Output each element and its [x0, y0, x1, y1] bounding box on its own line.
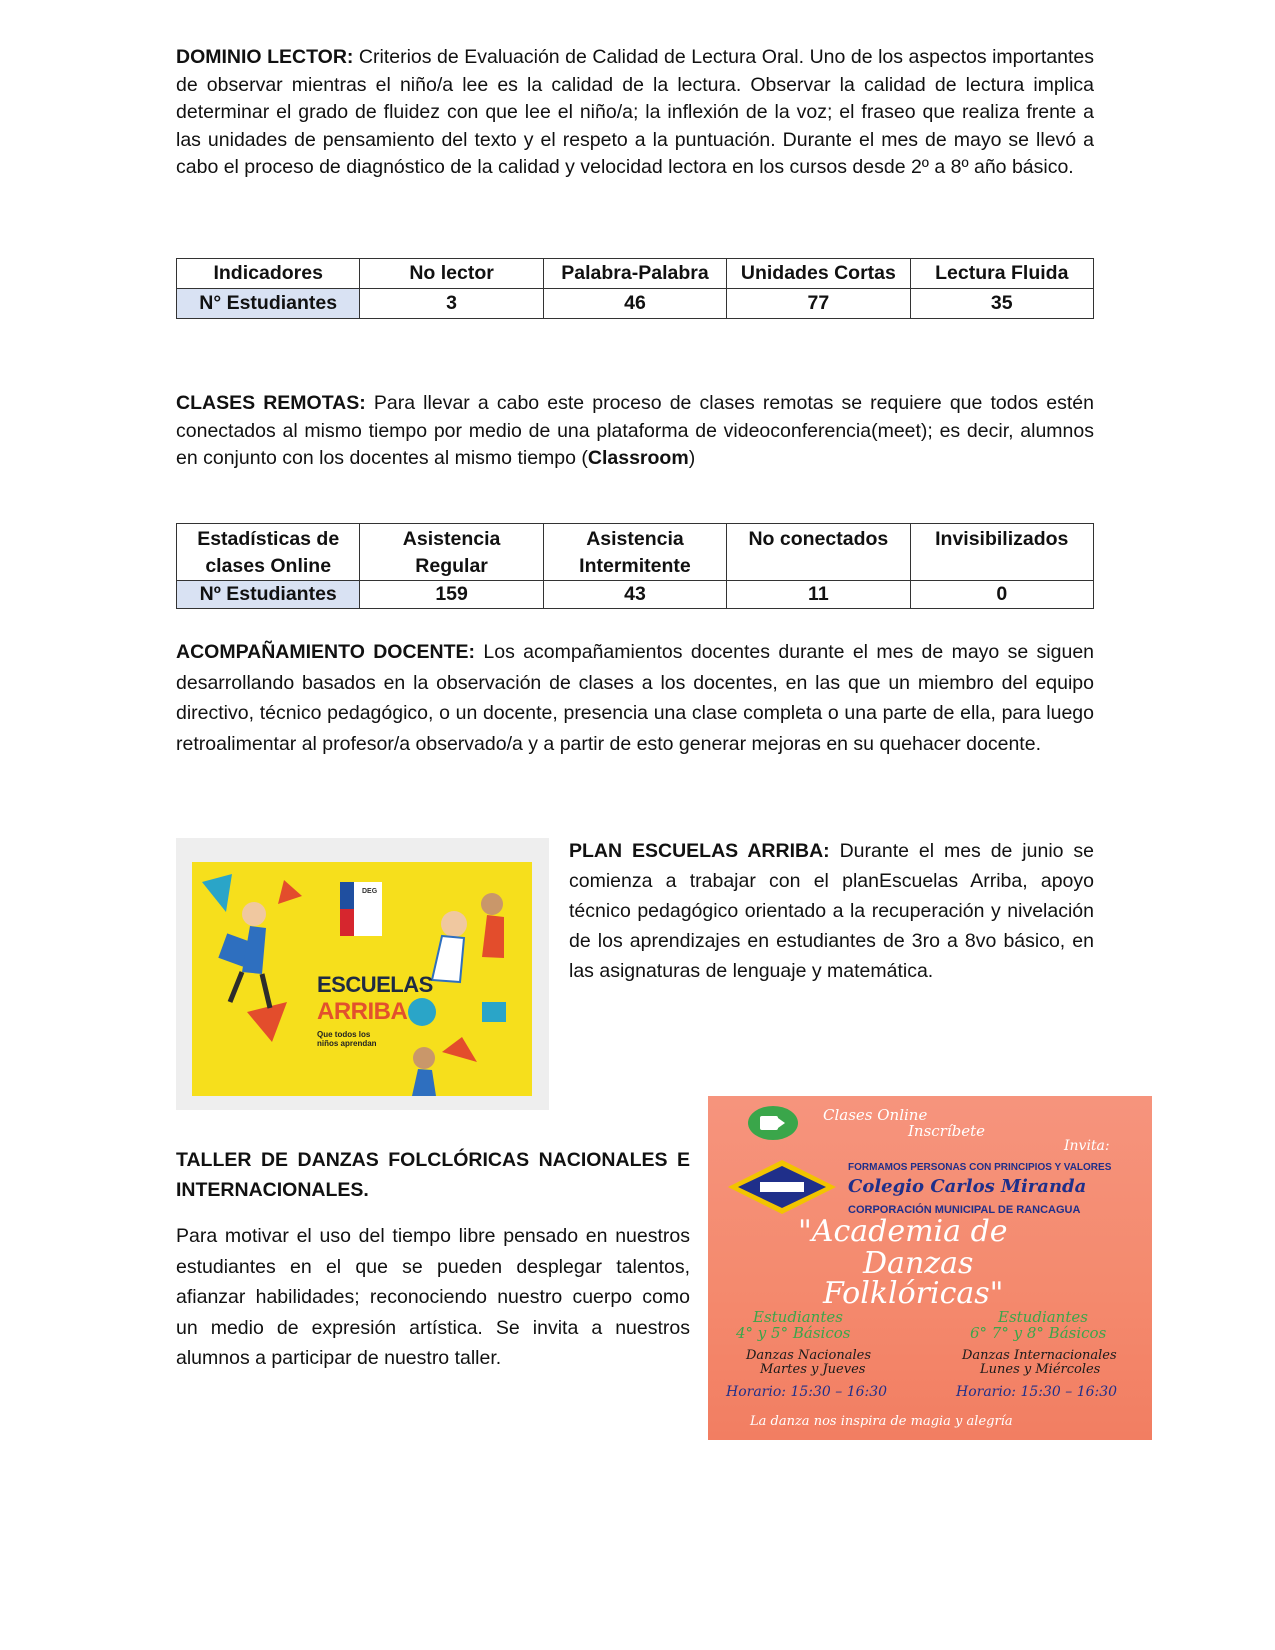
clases-remotas-heading: CLASES REMOTAS: — [176, 392, 366, 414]
flyer-lema: FORMAMOS PERSONAS CON PRINCIPIOS Y VALORES — [848, 1162, 1112, 1173]
table-row-label: Nº Estudiantes — [177, 581, 360, 609]
table-header-cell: Unidades Cortas — [727, 259, 910, 289]
table-cell: 3 — [360, 289, 543, 319]
taller-heading: TALLER DE DANZAS FOLCLÓRICAS NACIONALES E INTERNACIONALES. — [176, 1149, 690, 1201]
taller-heading-paragraph — [176, 1145, 690, 1205]
flyer-right-type: Danzas Internacionales — [962, 1348, 1117, 1363]
table-cell: 43 — [543, 581, 726, 609]
plan-escuelas-body: Durante el mes de junio se comienza a trabajar con el planEscuelas Arriba, apoyo técnico pedagógico orientado a la recuperación y nivelación de los aprendizajes en estudiantes de 3ro a 8vo básico, en las asignaturas de lenguaje y matemática. — [569, 840, 1094, 982]
table-header-row — [177, 259, 1094, 289]
flyer-corporacion: CORPORACIÓN MUNICIPAL DE RANCAGUA — [848, 1204, 1081, 1216]
colegio-shield-logo — [726, 1158, 838, 1216]
flyer-footer: La danza nos inspira de magia y alegría — [750, 1414, 1013, 1429]
table-header-cell: No conectados — [727, 524, 910, 581]
table-header-cell: Estadísticas de clases Online — [177, 524, 360, 581]
flyer-academia-line3: Folklóricas" — [823, 1276, 1004, 1311]
dominio-lector-paragraph — [176, 44, 1094, 182]
flyer-invita: Invita: — [1064, 1138, 1110, 1154]
flyer-left-horario: Horario: 15:30 – 16:30 — [726, 1384, 888, 1400]
clases-remotas-paragraph — [176, 390, 1094, 473]
clases-remotas-tail: ) — [688, 447, 696, 469]
flyer-right-days: Lunes y Miércoles — [980, 1362, 1101, 1377]
flyer-academia-line1: "Academia de — [798, 1214, 1008, 1249]
table-cell: 159 — [360, 581, 543, 609]
table-row-label: N° Estudiantes — [177, 289, 360, 319]
taller-body: Para motivar el uso del tiempo libre pensado en nuestros estudiantes en el que se pueden desplegar talentos, afianzar habilidades; reconociendo nuestro cuerpo como un medio de expresión artística. Se invita a nuestros alumnos a participar de nuestro taller. — [176, 1225, 690, 1369]
online-classes-table — [176, 523, 1094, 609]
table-header-row — [177, 524, 1094, 581]
flyer-left-grades: 4° y 5° Básicos — [736, 1324, 851, 1342]
table-header-cell: Palabra-Palabra — [543, 259, 726, 289]
table-header-cell: Invisibilizados — [910, 524, 1093, 581]
flyer-left-days: Martes y Jueves — [760, 1362, 866, 1377]
acompanamiento-heading: ACOMPAÑAMIENTO DOCENTE: — [176, 641, 476, 663]
danzas-flyer — [708, 1096, 1152, 1440]
banner-title — [317, 972, 433, 1048]
table-header-cell: Lectura Fluida — [910, 259, 1093, 289]
flyer-colegio-name: Colegio Carlos Miranda — [848, 1176, 1087, 1197]
reading-level-table — [176, 258, 1094, 319]
table-row — [177, 289, 1094, 319]
flyer-academia-line2: Danzas — [863, 1246, 974, 1281]
banner-illustration — [192, 862, 532, 1096]
table-cell: 11 — [727, 581, 910, 609]
table-row — [177, 581, 1094, 609]
classroom-word: Classroom — [587, 447, 689, 469]
table-header-cell: Asistencia Intermitente — [543, 524, 726, 581]
escuelas-arriba-banner — [176, 838, 549, 1110]
table-cell: 35 — [910, 289, 1093, 319]
plan-escuelas-heading: PLAN ESCUELAS ARRIBA: — [569, 840, 830, 862]
table-header-cell: Asistencia Regular — [360, 524, 543, 581]
flyer-left-students: Estudiantes — [753, 1308, 843, 1326]
flyer-inscribete: Inscríbete — [908, 1122, 986, 1140]
banner-title-line1: ESCUELAS — [317, 972, 433, 997]
plan-escuelas-paragraph — [569, 836, 1094, 986]
banner-tagline: Que todos los niños aprendan — [317, 1030, 377, 1048]
flyer-right-grades: 6° 7° y 8° Básicos — [970, 1324, 1107, 1342]
dominio-lector-body: Criterios de Evaluación de Calidad de Lectura Oral. Uno de los aspectos importantes de observar mientras el niño/a lee es la calidad de la lectura. Observar la calidad de lectura implica determinar el grado de fluidez con que lee el niño/a; la inflexión de la voz; el fraseo que realiza frente a las unidades de pensamiento del texto y el respeto a la puntuación. Durante el mes de mayo se llevó a cabo el proceso de diagnóstico de la calidad y velocidad lectora en los cursos desde 2º a 8º año básico. — [176, 46, 1094, 178]
table-cell: 46 — [543, 289, 726, 319]
table-header-cell: No lector — [360, 259, 543, 289]
flyer-right-horario: Horario: 15:30 – 16:30 — [956, 1384, 1118, 1400]
video-camera-icon — [748, 1106, 798, 1140]
table-header-cell: Indicadores — [177, 259, 360, 289]
acompanamiento-body: Los acompañamientos docentes durante el mes de mayo se siguen desarrollando basados en la observación de clases a los docentes, en las que un miembro del equipo directivo, técnico pedagógico, o un docente, presencia una clase completa o una parte de ella, para luego retroalimentar al profesor/a observado/a y a partir de esto generar mejoras en su quehacer docente. — [176, 641, 1095, 755]
acompanamiento-paragraph — [176, 637, 1094, 759]
banner-title-line2: ARRIBA — [317, 998, 408, 1025]
clases-remotas-body: Para llevar a cabo este proceso de clases remotas se requiere que todos estén conectados al mismo tiempo por medio de una plataforma de videoconferencia(meet); es decir, alumnos en conjunto con los docentes al mismo tiempo ( — [176, 392, 1095, 469]
flyer-right-students: Estudiantes — [998, 1308, 1088, 1326]
banner-deg-label: DEG — [362, 888, 378, 895]
table-cell: 0 — [910, 581, 1093, 609]
flyer-online: Clases Online — [823, 1106, 928, 1124]
dominio-lector-heading: DOMINIO LECTOR: — [176, 46, 354, 68]
flyer-left-type: Danzas Nacionales — [746, 1348, 871, 1363]
table-cell: 77 — [727, 289, 910, 319]
